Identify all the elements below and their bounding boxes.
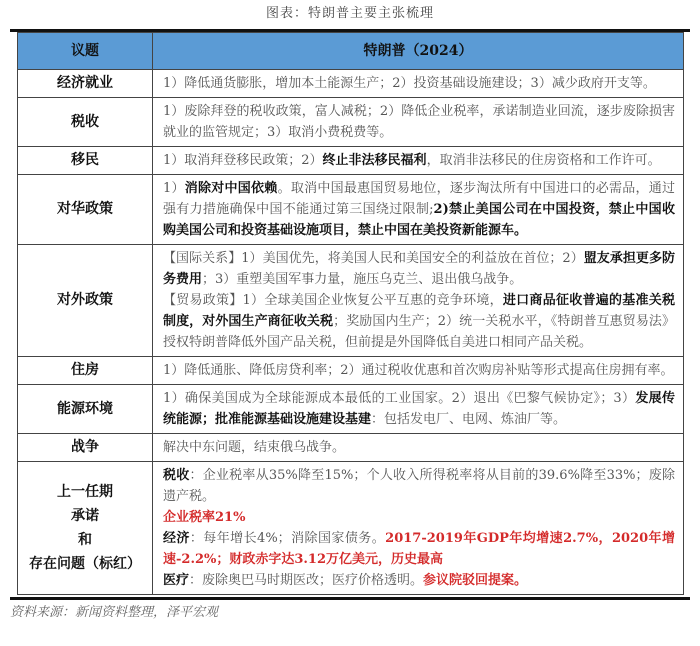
table-row (18, 70, 684, 98)
topic-line: 和 (78, 532, 92, 548)
content-text: ，取消非法移民的住房资格和工作许可。 (426, 153, 661, 168)
topic-cell: 住房 (18, 357, 153, 385)
topic-cell: 移民 (18, 147, 153, 175)
topic-cell: 对华政策 (18, 175, 153, 245)
content-cell (153, 70, 684, 98)
content-text: ；奖励国内生产；2）统一关税水平，《特朗普互惠贸易法》授权特朗普降低外国产品关税，但前提是外国降低自美进口相同产品关税。 (163, 314, 675, 350)
topic-cell: 经济就业 (18, 70, 153, 98)
topic-line: 承诺 (71, 508, 99, 524)
table-row (18, 385, 684, 434)
table-row (18, 175, 684, 245)
header-topic: 议题 (18, 33, 153, 70)
content-cell (153, 434, 684, 462)
content-cell (153, 385, 684, 434)
highlight-red-text: 参议院驳回提案。 (423, 573, 528, 588)
topic-cell (18, 462, 153, 595)
topic-line: 上一任期 (57, 484, 113, 500)
content-text: 1）降低通胀、降低房贷利率；2）通过税收优惠和首次购房补贴等形式提高住房拥有率。 (163, 363, 674, 378)
content-cell (153, 147, 684, 175)
source-note: 资料来源：新闻资料整理，泽平宏观 (10, 605, 219, 620)
content-text: 1）取消拜登移民政策；2） (163, 153, 323, 168)
bold-text: 税收 (163, 468, 190, 483)
table-row (18, 245, 684, 357)
content-text: ：包括发电厂、电网、炼油厂等。 (371, 412, 567, 427)
content-text: 【国际关系】1）美国优先，将美国人民和美国安全的利益放在首位；2） (163, 251, 584, 266)
bottom-rule (10, 597, 690, 600)
table-row (18, 147, 684, 175)
highlight-red-text: 2017-2019年GDP年均增速2.7%，2020年增速-2.2%；财政赤字达3.12万亿美元，历史最高 (163, 531, 675, 567)
policy-table (17, 32, 684, 595)
content-text: ：废除奥巴马时期医改；医疗价格透明。 (189, 573, 424, 588)
table-row (18, 434, 684, 462)
content-cell (153, 357, 684, 385)
topic-cell: 战争 (18, 434, 153, 462)
table-row (18, 357, 684, 385)
bold-text: 经济 (163, 531, 190, 546)
content-text: 1）废除拜登的税收政策，富人减税；2）降低企业税率，承诺制造业回流，逐步废除损害就业的监管规定；3）取消小费税费等。 (163, 104, 675, 140)
content-cell (153, 98, 684, 147)
table-row (18, 462, 684, 595)
topic-cell: 能源环境 (18, 385, 153, 434)
content-text: 。取消中国最惠国贸易地位，逐步淘汰所有中国进口的必需品，通过强有力措施确保中国不能通过第三国绕过限制; (163, 181, 675, 217)
highlight-red-text: 企业税率21% (163, 510, 246, 525)
topic-cell: 对外政策 (18, 245, 153, 357)
bold-text: 进口商品征收普遍的基准关税制度，对外国生产商征收关税 (163, 293, 675, 329)
table-row (18, 98, 684, 147)
header-trump-2024: 特朗普（2024） (153, 33, 684, 70)
bold-text: 2)禁止美国公司在中国投资，禁止中国收购美国公司和投资基础设施项目，禁止中国在美投资新能源车。 (163, 202, 675, 238)
content-text: 1） (163, 181, 185, 196)
content-cell (153, 462, 684, 595)
content-text: ；3）重塑美国军事力量，施压乌克兰、退出俄乌战争。 (202, 272, 523, 287)
content-cell (153, 175, 684, 245)
bold-text: 发展传统能源；批准能源基础设施建设基建 (163, 391, 675, 427)
content-cell (153, 245, 684, 357)
bold-text: 医疗 (163, 573, 190, 588)
figure-title: 图表：特朗普主要主张梳理 (265, 6, 434, 21)
topic-cell: 税收 (18, 98, 153, 147)
bold-text: 终止非法移民福利 (322, 153, 427, 168)
content-text: 【贸易政策】1）全球美国企业恢复公平互惠的竞争环境， (163, 293, 503, 308)
content-text: ：企业税率从35%降至15%；个人收入所得税率将从目前的39.6%降至33%；废除遗产税。 (163, 468, 675, 504)
header-row (18, 33, 684, 70)
content-text: 1）降低通货膨胀，增加本土能源生产；2）投资基础设施建设；3）减少政府开支等。 (163, 76, 656, 91)
bold-text: 消除对中国依赖 (184, 181, 278, 196)
topic-line: 存在问题（标红） (29, 556, 141, 572)
content-text: 1）确保美国成为全球能源成本最低的工业国家。2）退出《巴黎气候协定》；3） (163, 391, 636, 406)
content-text: ：每年增长4%；消除国家债务。 (189, 531, 386, 546)
content-text: 解决中东问题，结束俄乌战争。 (163, 440, 346, 455)
bold-text: 盟友承担更多防务费用 (163, 251, 675, 287)
